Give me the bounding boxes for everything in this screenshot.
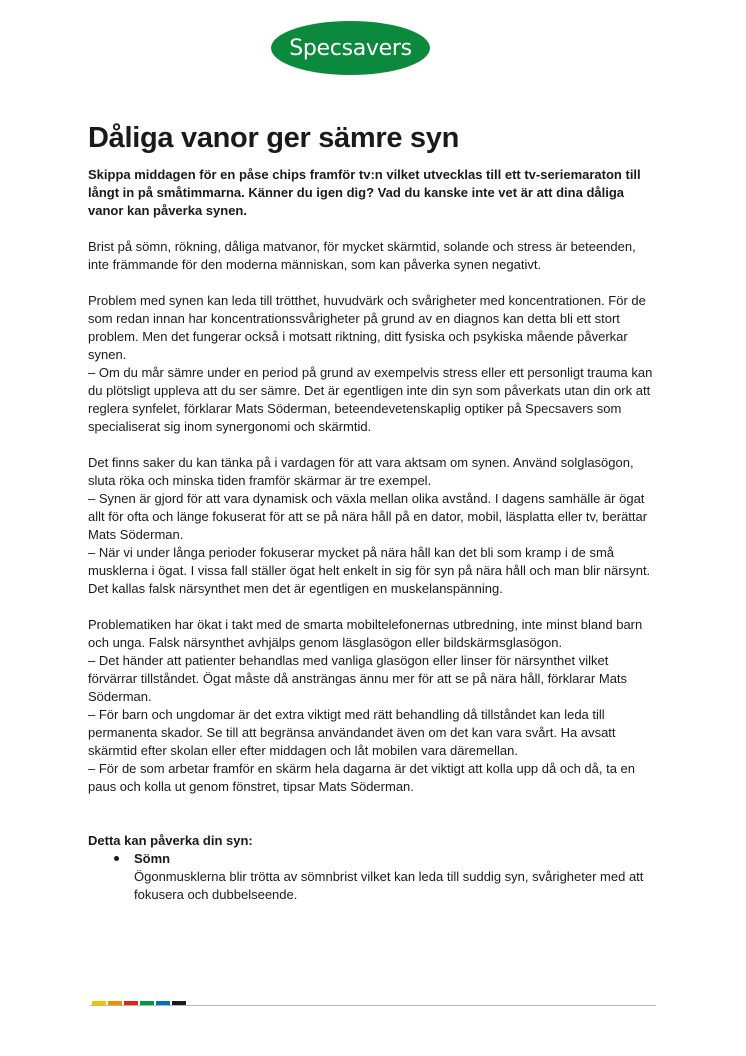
- article-lead: Skippa middagen för en påse chips framför tv:n vilket utvecklas till ett tv-seriemaraton till långt in på småtimmarna. Känner du igen dig? Vad du kanske inte vet är att dina dåliga vanor kan påverka synen.: [88, 167, 641, 218]
- footer-divider: [90, 1005, 656, 1006]
- factors-list: [88, 850, 660, 904]
- factors-heading: Detta kan påverka din syn:: [88, 833, 253, 848]
- paragraph: – För barn och ungdomar är det extra viktigt med rätt behandling då tillståndet kan leda till permanenta skador. Se till att begränsa användandet även om det kan vara svårt. Ha avsatt skärmtid efter skolan eller efter middagen och låt mobilen vara däremellan.: [88, 707, 616, 758]
- paragraph: – När vi under långa perioder fokuserar mycket på nära håll kan det bli som kramp i de små musklerna i ögat. I vissa fall ställer ögat helt enkelt in sig för syn på nära håll och man blir närsynt. Det kallas falsk närsynthet men det är egentligen en muskelanspänning.: [88, 545, 651, 596]
- paragraph: – Synen är gjord för att vara dynamisk och växla mellan olika avstånd. I dagens samhälle är ögat allt för ofta och länge fokuserat för att se på nära håll på en dator, mobil, läsplatta eller tv, berättar Mats Söderman.: [88, 491, 648, 542]
- paragraph-block: [88, 454, 660, 598]
- paragraph: – För de som arbetar framför en skärm hela dagarna är det viktigt att kolla upp då och då, ta en paus och kolla ut genom fönstret, tipsar Mats Söderman.: [88, 761, 636, 794]
- specsavers-logo: [271, 21, 430, 75]
- paragraph-block: [88, 616, 660, 796]
- bullet-icon: [114, 856, 119, 861]
- factor-title: Sömn: [134, 851, 171, 866]
- paragraph: – Det händer att patienter behandlas med vanliga glasögon eller linser för närsynthet vilket förvärrar tillståndet. Ögat måste då ansträngas ännu mer för att se på nära håll, förklarar Mats Söderman.: [88, 653, 628, 704]
- paragraph: Det finns saker du kan tänka på i vardagen för att vara aktsam om synen. Använd solglasögon, sluta röka och minska tiden framför skärmar är tre exempel.: [88, 455, 634, 488]
- paragraph: Problem med synen kan leda till trötthet, huvudvärk och svårigheter med koncentrationen. För de som redan innan har koncentrationssvårigheter på grund av en diagnos kan detta bli ett stort problem. Men det fungerar också i motsatt riktning, ditt fysiska och psykiska mående påverkar synen.: [88, 293, 646, 362]
- paragraph-block: [88, 238, 660, 274]
- paragraph-block: [88, 292, 660, 436]
- logo-text: Specsavers: [289, 35, 412, 61]
- factor-text: Ögonmusklerna blir trötta av sömnbrist vilket kan leda till suddig syn, svårigheter med att fokusera och dubbelseende.: [134, 869, 644, 902]
- list-item: [134, 850, 660, 904]
- paragraph: – Om du mår sämre under en period på grund av exempelvis stress eller ett personligt trauma kan du plötsligt uppleva att du ser sämre. Det är egentligen inte din syn som påverkats utan din ork att reglera synfelet, förklarar Mats Söderman, beteendevetenskaplig optiker på Specsavers som specialiserat sig inom synergonomi och skärmtid.: [88, 365, 653, 434]
- paragraph: Brist på sömn, rökning, dåliga matvanor, för mycket skärmtid, solande och stress är beteenden, inte främmande för den moderna människan, som kan påverka synen negativt.: [88, 239, 636, 272]
- paragraph: Problematiken har ökat i takt med de smarta mobiltelefonernas utbredning, inte minst bland barn och unga. Falsk närsynthet avhjälps genom läsglasögon eller bildskärmsglasögon.: [88, 617, 643, 650]
- article-title: Dåliga vanor ger sämre syn: [88, 122, 459, 154]
- article: [88, 118, 660, 904]
